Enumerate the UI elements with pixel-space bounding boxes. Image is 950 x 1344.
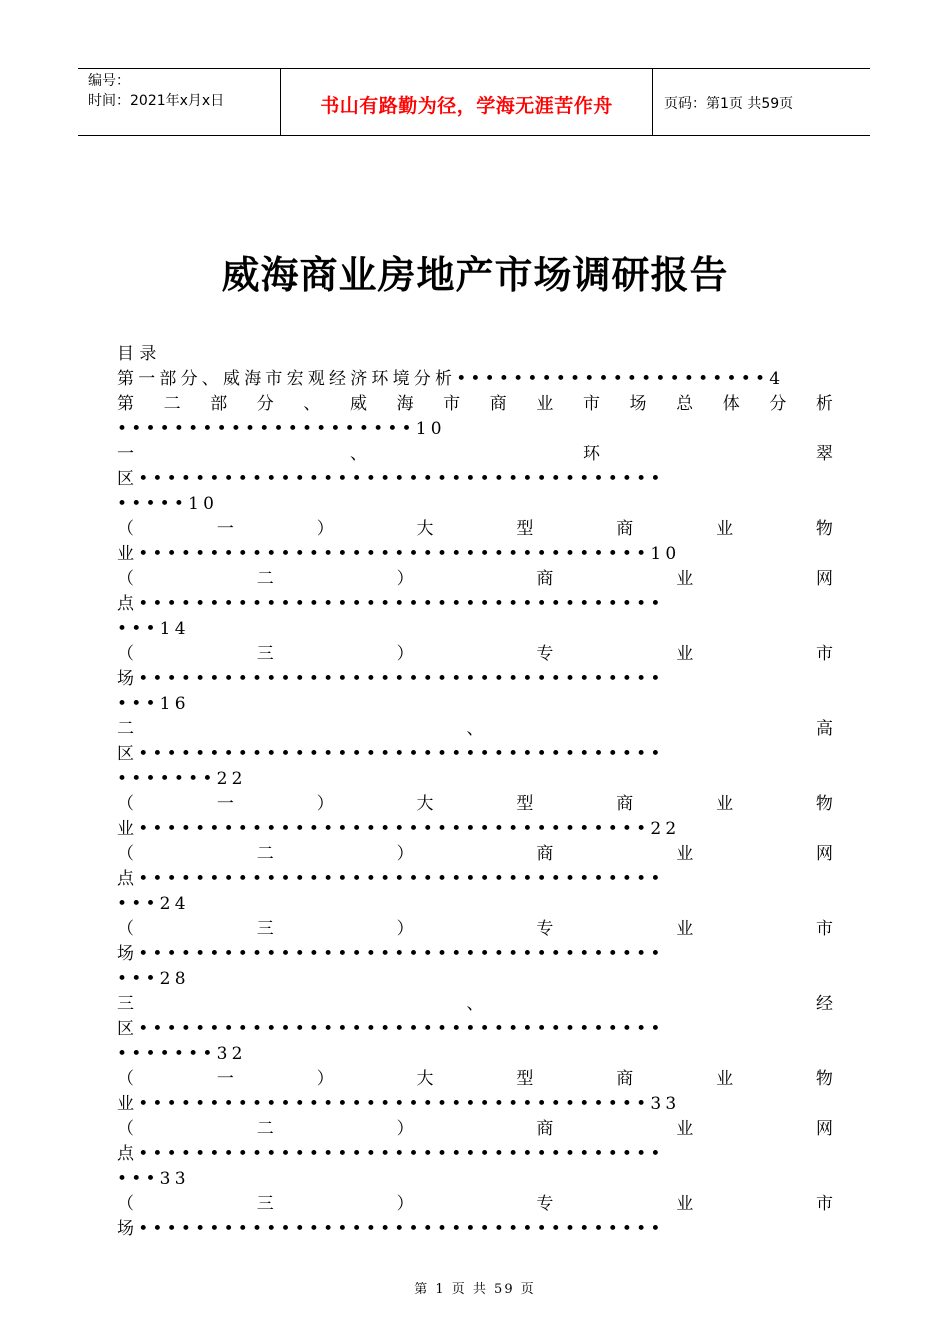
toc-line: 场••••••••••••••••••••••••••••••••••••• <box>117 944 665 964</box>
toc-lines <box>117 367 833 1242</box>
toc-line: 点••••••••••••••••••••••••••••••••••••• <box>117 869 665 889</box>
toc-line: 一 、 环 翠 <box>117 444 833 464</box>
toc-line: 三 、 经 <box>117 994 833 1014</box>
toc-line: 场••••••••••••••••••••••••••••••••••••• <box>117 1219 665 1239</box>
toc-line: 点••••••••••••••••••••••••••••••••••••• <box>117 594 665 614</box>
toc-line: •••14 <box>117 619 190 639</box>
toc-line: 二 、 高 <box>117 719 833 739</box>
toc-line: 场••••••••••••••••••••••••••••••••••••• <box>117 669 665 689</box>
toc-line: 点••••••••••••••••••••••••••••••••••••• <box>117 1144 665 1164</box>
header-number: 编号： <box>88 73 130 89</box>
toc-line: （ 三 ） 专 业 市 <box>117 644 833 664</box>
toc-line: •••••••••••••••••••••10 <box>117 419 446 439</box>
toc-line: （ 二 ） 商 业 网 <box>117 1119 833 1139</box>
toc-line: （ 一 ） 大 型 商 业 物 <box>117 794 833 814</box>
header-divider <box>652 69 653 135</box>
toc-line: •••••••22 <box>117 769 247 789</box>
toc-line: 业••••••••••••••••••••••••••••••••••••22 <box>117 819 681 839</box>
table-of-contents <box>117 342 833 1242</box>
toc-line: 第一部分、威海市宏观经济环境分析••••••••••••••••••••••4 <box>117 369 785 389</box>
toc-line: •••••••32 <box>117 1044 247 1064</box>
toc-line: （ 三 ） 专 业 市 <box>117 1194 833 1214</box>
toc-line: •••••10 <box>117 494 219 514</box>
toc-line: •••16 <box>117 694 190 714</box>
header-meta <box>88 71 224 111</box>
toc-line: 区••••••••••••••••••••••••••••••••••••• <box>117 469 665 489</box>
toc-line: 业••••••••••••••••••••••••••••••••••••33 <box>117 1094 681 1114</box>
toc-line: （ 二 ） 商 业 网 <box>117 844 833 864</box>
toc-line: （ 一 ） 大 型 商 业 物 <box>117 1069 833 1089</box>
toc-line: •••33 <box>117 1169 190 1189</box>
toc-line: 业••••••••••••••••••••••••••••••••••••10 <box>117 544 681 564</box>
toc-line: 区••••••••••••••••••••••••••••••••••••• <box>117 1019 665 1039</box>
toc-line: •••28 <box>117 969 190 989</box>
toc-heading: 目 录 <box>117 344 157 364</box>
document-title: 威海商业房地产市场调研报告 <box>221 253 729 297</box>
page-footer: 第 1 页 共 59 页 <box>414 1282 536 1297</box>
page-header <box>78 68 870 136</box>
toc-line: •••24 <box>117 894 190 914</box>
toc-line: 第 二 部 分 、 威 海 市 商 业 市 场 总 体 分 析 <box>117 394 833 414</box>
header-time: 时间：2021年x月x日 <box>88 93 225 109</box>
header-page-info: 页码：第1页 共59页 <box>664 96 794 112</box>
toc-line: （ 一 ） 大 型 商 业 物 <box>117 519 833 539</box>
header-motto: 书山有路勤为径，学海无涯苦作舟 <box>320 95 613 117</box>
toc-line: 区••••••••••••••••••••••••••••••••••••• <box>117 744 665 764</box>
toc-line: （ 三 ） 专 业 市 <box>117 919 833 939</box>
toc-line: （ 二 ） 商 业 网 <box>117 569 833 589</box>
